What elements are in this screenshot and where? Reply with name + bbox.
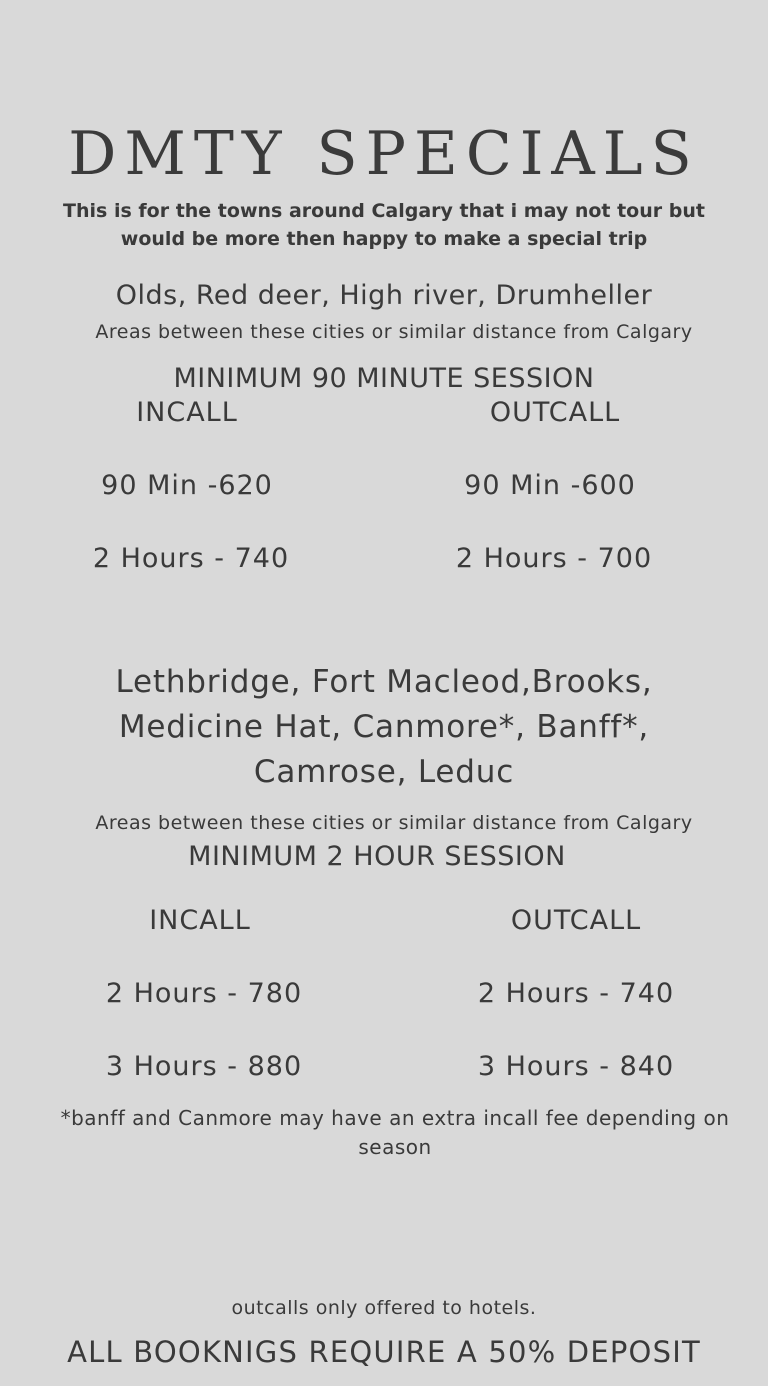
section2-outcall-header: OUTCALL <box>510 905 642 936</box>
section1-incall-rate-2: 2 Hours - 740 <box>92 543 290 574</box>
section2-minimum: MINIMUM 2 HOUR SESSION <box>188 841 566 872</box>
section2-incall-rate-2: 3 Hours - 880 <box>105 1051 303 1082</box>
section1-outcall-rate-2: 2 Hours - 700 <box>455 543 653 574</box>
section1-minimum: MINIMUM 90 MINUTE SESSION <box>173 363 595 394</box>
section1-cities: Olds, Red deer, High river, Drumheller <box>115 280 653 311</box>
section2-footnote: *banff and Canmore may have an extra incall fee depending on season <box>60 1106 730 1159</box>
intro-line-2: would be more then happy to make a special trip <box>120 228 648 250</box>
section1-outcall-header: OUTCALL <box>489 397 621 428</box>
section2-cities-line-3: Camrose, Leduc <box>253 754 515 790</box>
section1-incall-rate-1: 90 Min -620 <box>101 470 273 501</box>
outcall-note: outcalls only offered to hotels. <box>231 1297 537 1319</box>
deposit-notice: ALL BOOKNIGS REQUIRE A 50% DEPOSIT <box>67 1335 701 1369</box>
section2-incall-rate-1: 2 Hours - 780 <box>105 978 303 1009</box>
section1-areas-note: Areas between these cities or similar distance from Calgary <box>95 321 693 343</box>
section2-incall-header: INCALL <box>149 905 251 936</box>
intro-text <box>0 197 768 253</box>
section2-cities <box>0 660 768 795</box>
section2-outcall-rate-1: 2 Hours - 740 <box>477 978 675 1009</box>
section1-outcall-rate-1: 90 Min -600 <box>464 470 636 501</box>
page-title: DMTY SPECIALS <box>68 119 700 189</box>
section2-areas-note: Areas between these cities or similar distance from Calgary <box>95 812 693 834</box>
section2-outcall-rate-2: 3 Hours - 840 <box>477 1051 675 1082</box>
section2-cities-line-2: Medicine Hat, Canmore*, Banff*, <box>118 709 650 745</box>
intro-line-1: This is for the towns around Calgary that i may not tour but <box>63 200 705 222</box>
section1-incall-header: INCALL <box>136 397 238 428</box>
section2-cities-line-1: Lethbridge, Fort Macleod,Brooks, <box>115 664 653 700</box>
